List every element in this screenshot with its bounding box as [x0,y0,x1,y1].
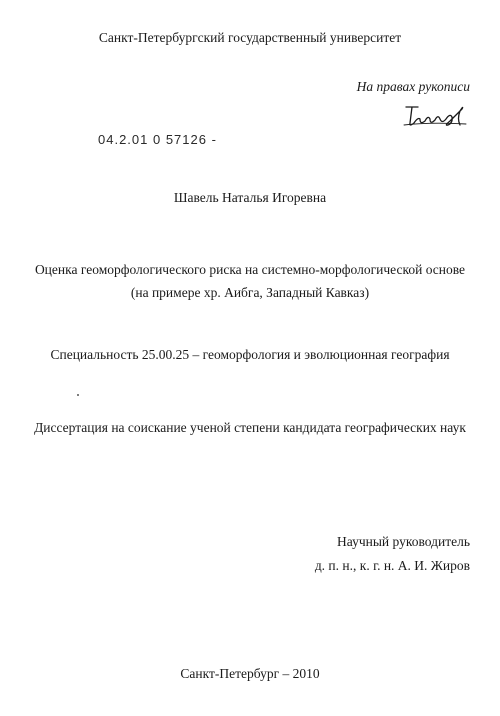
handwritten-signature [400,101,472,129]
manuscript-rights-note: На правах рукописи [356,79,470,94]
dissertation-title-line-1: Оценка геоморфологического риска на системно-морфологической основе [34,262,466,277]
dissertation-degree-line: Диссертация на соискание ученой степени кандидата географических наук [34,420,466,435]
dissertation-title-line-2: (на примере хр. Аибга, Западный Кавказ) [130,285,370,300]
supervisor-label: Научный руководитель [337,534,470,549]
supervisor-name: д. п. н., к. г. н. А. И. Жиров [314,558,470,573]
archive-stamp-code: 04.2.01 0 57126 - [98,132,217,147]
author-name: Шавель Наталья Игоревна [173,190,327,205]
specialty-line: Специальность 25.00.25 – геоморфология и эволюционная география [50,347,450,362]
scan-speck [77,394,79,396]
university-name: Санкт-Петербургский государственный университет [98,30,402,45]
city-year: Санкт-Петербург – 2010 [180,666,320,681]
